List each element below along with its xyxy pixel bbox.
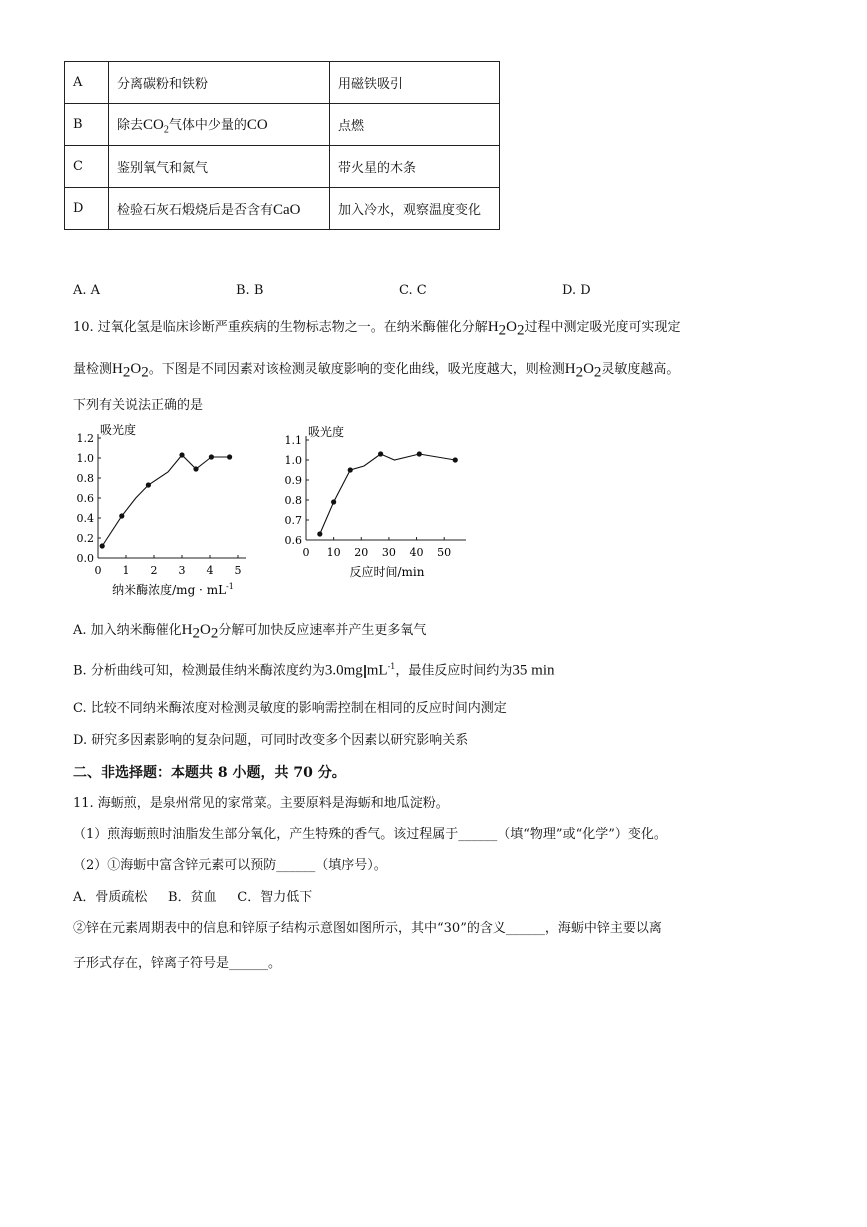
q10-option-c[interactable]: C. 比较不同纳米酶浓度对检测灵敏度的影响需控制在相同的反应时间内测定 xyxy=(73,701,507,716)
row-method: 带火星的木条 xyxy=(330,146,500,188)
choice-d[interactable]: D. D xyxy=(562,283,591,298)
y-tick-label: 1.0 xyxy=(76,452,94,465)
data-point xyxy=(317,531,322,536)
x-tick-label: 1 xyxy=(122,564,130,577)
q11-part2: （2）①海蛎中富含锌元素可以预防______（填序号）。 xyxy=(73,858,387,873)
enzyme-concentration-chart xyxy=(60,420,270,610)
row-task: 检验石灰石煅烧后是否含有CaO xyxy=(109,188,330,230)
y-tick-label: 0.8 xyxy=(76,472,94,485)
x-tick-label: 10 xyxy=(326,546,341,559)
y-tick-label: 1.1 xyxy=(284,434,302,447)
data-point xyxy=(193,466,198,471)
reaction-time-chart xyxy=(268,420,468,610)
row-task: 除去$CO_2$气体中少量的CO xyxy=(109,104,330,146)
q11-part4: 子形式存在，锌离子符号是______。 xyxy=(73,956,282,971)
series-line xyxy=(320,454,455,534)
data-point xyxy=(453,457,458,462)
data-point xyxy=(146,482,151,487)
table-row xyxy=(65,62,500,104)
q10-line2: 量检测$H_2O_2$。下图是不同因素对该检测灵敏度影响的变化曲线，吸光度越大，则检测$H_2O_2$灵敏度越高。 xyxy=(73,361,680,381)
y-tick-label: 0.2 xyxy=(76,532,94,545)
q10-option-b[interactable]: B. 分析曲线可知，检测最佳纳米酶浓度约为3.0mg $mL^{-1}$，最佳反应时间约为35 min xyxy=(73,662,555,679)
row-label: B xyxy=(65,104,109,146)
q11-part3: ②锌在元素周期表中的信息和锌原子结构示意图如图所示，其中“30”的含义______，海蛎中锌主要以离 xyxy=(73,921,662,936)
series-line xyxy=(102,455,229,546)
row-method: 用磁铁吸引 xyxy=(330,62,500,104)
data-point xyxy=(331,499,336,504)
x-tick-label: 0 xyxy=(302,546,310,559)
q11-choices: A．骨质疏松 B．贫血 C．智力低下 xyxy=(73,890,313,905)
x-tick-label: 3 xyxy=(178,564,186,577)
x-tick-label: 40 xyxy=(409,546,424,559)
row-task: 分离碳粉和铁粉 xyxy=(109,62,330,104)
y-axis-label: 吸光度 xyxy=(308,425,345,439)
choice-c[interactable]: C. C xyxy=(399,283,427,298)
choice-b[interactable]: B. B xyxy=(236,283,264,298)
row-method: 加入冷水，观察温度变化 xyxy=(330,188,500,230)
x-axis-label: 反应时间/min xyxy=(349,565,425,579)
row-label: A xyxy=(65,62,109,104)
x-tick-label: 50 xyxy=(437,546,452,559)
row-method: 点燃 xyxy=(330,104,500,146)
data-point xyxy=(378,451,383,456)
q10-line3: 下列有关说法正确的是 xyxy=(73,398,204,413)
data-point xyxy=(227,454,232,459)
options-table xyxy=(64,61,500,230)
data-point xyxy=(179,452,184,457)
x-tick-label: 20 xyxy=(354,546,369,559)
row-label: D xyxy=(65,188,109,230)
y-tick-label: 0.6 xyxy=(76,492,94,505)
choice-a[interactable]: A. A xyxy=(73,283,101,298)
data-point xyxy=(119,513,124,518)
y-tick-label: 0.0 xyxy=(76,552,94,565)
x-axis-label: 纳米酶浓度$/mg \cdot mL^{-1}$ xyxy=(112,582,234,597)
y-tick-label: 0.9 xyxy=(284,474,302,487)
table-row xyxy=(65,146,500,188)
x-tick-label: 5 xyxy=(234,564,242,577)
y-tick-label: 0.6 xyxy=(284,534,302,547)
data-point xyxy=(417,451,422,456)
x-tick-label: 2 xyxy=(150,564,158,577)
data-point xyxy=(348,467,353,472)
y-tick-label: 1.0 xyxy=(284,454,302,467)
q10-line1: 10. 过氧化氢是临床诊断严重疾病的生物标志物之一。在纳米酶催化分解$H_2O_2$过程中测定吸光度可实现定 xyxy=(73,319,681,339)
q11-intro: 11. 海蛎煎，是泉州常见的家常菜。主要原料是海蛎和地瓜淀粉。 xyxy=(73,796,449,811)
row-task: 鉴别氧气和氮气 xyxy=(109,146,330,188)
x-tick-label: 4 xyxy=(206,564,214,577)
table-row xyxy=(65,104,500,146)
y-tick-label: 0.4 xyxy=(76,512,94,525)
y-tick-label: 1.2 xyxy=(76,432,94,445)
y-tick-label: 0.7 xyxy=(284,514,302,527)
q11-part1: （1）煎海蛎煎时油脂发生部分氧化，产生特殊的香气。该过程属于______（填“物理”或“化学”）变化。 xyxy=(73,827,667,842)
data-point xyxy=(209,454,214,459)
q10-option-a[interactable]: A. 加入纳米酶催化$H_2O_2$分解可加快反应速率并产生更多氧气 xyxy=(73,622,427,642)
data-point xyxy=(100,543,105,548)
section-heading: 二、非选择题：本题共 8 小题，共 70 分。 xyxy=(73,765,346,781)
row-label: C xyxy=(65,146,109,188)
y-axis-label: 吸光度 xyxy=(100,423,137,437)
q10-option-d[interactable]: D. 研究多因素影响的复杂问题，可同时改变多个因素以研究影响关系 xyxy=(73,733,469,748)
y-tick-label: 0.8 xyxy=(284,494,302,507)
x-tick-label: 0 xyxy=(94,564,102,577)
x-tick-label: 30 xyxy=(381,546,396,559)
table-row xyxy=(65,188,500,230)
